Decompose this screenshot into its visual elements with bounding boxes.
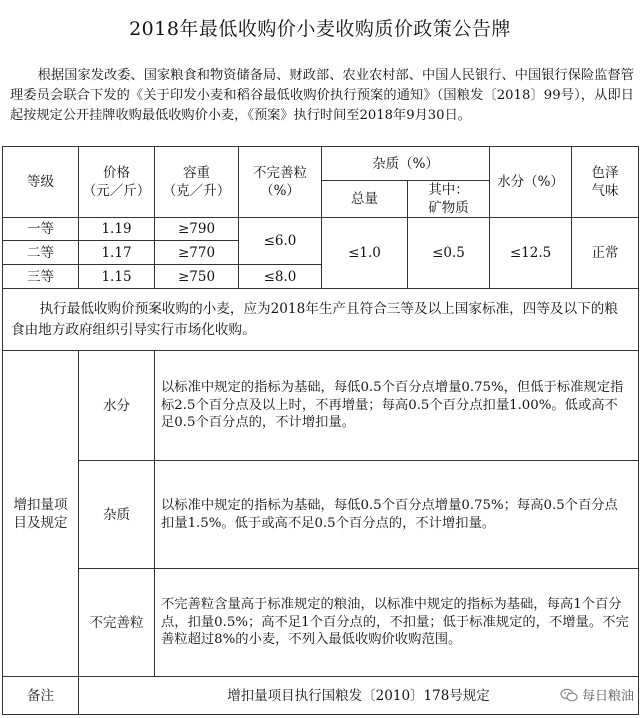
header-impurity: 杂质（%） xyxy=(322,147,490,181)
header-mineral: 其中： 矿物质 xyxy=(408,181,490,218)
grade-weight: ≥750 xyxy=(155,265,239,289)
grade-name: 二等 xyxy=(3,241,79,265)
header-weight: 容重 （克／升） xyxy=(155,147,239,218)
grade-price: 1.19 xyxy=(79,218,155,241)
grade-name: 三等 xyxy=(3,265,79,289)
grade-name: 一等 xyxy=(3,218,79,241)
imperfect-value-bottom: ≤8.0 xyxy=(239,265,322,289)
watermark-text: 每日粮油 xyxy=(581,689,634,704)
header-moisture: 水分（%） xyxy=(490,147,572,218)
watermark xyxy=(560,685,634,704)
rule-name: 不完善粒 xyxy=(79,569,155,677)
color-value: 正常 xyxy=(572,218,639,289)
remark-label: 备注 xyxy=(3,677,79,715)
header-color: 色泽 气味 xyxy=(572,147,639,218)
adjust-label: 增扣量项 目及规定 xyxy=(3,351,79,677)
rule-text: 以标准中规定的指标为基础，每低0.5个百分点增量0.75%；每高0.5个百分点扣量1.5%。低于或高不足0.5个百分点的，不计增扣量。 xyxy=(155,461,639,569)
grade-weight: ≥790 xyxy=(155,218,239,241)
impurity-total-value: ≤1.0 xyxy=(322,218,408,289)
grade-price: 1.15 xyxy=(79,265,155,289)
header-impurity-total: 总量 xyxy=(322,181,408,218)
grade-price: 1.17 xyxy=(79,241,155,265)
rule-name: 杂质 xyxy=(79,461,155,569)
header-grade: 等级 xyxy=(3,147,79,218)
page-title: 2018年最低收购价小麦收购质价政策公告牌 xyxy=(129,18,511,40)
rule-text: 不完善粒含量高于标准规定的粮油，以标准中规定的指标为基础，每高1个百分点，扣量0.5%；高不足1个百分点的，不扣量；低于标准规定的，不增量。不完善粒超过8%的小麦，不列入最低收购价收购范围。 xyxy=(155,569,639,677)
moisture-value: ≤12.5 xyxy=(490,218,572,289)
wechat-icon xyxy=(560,688,578,702)
remark-text: 增扣量项目执行国粮发〔2010〕178号规定 xyxy=(79,677,639,715)
rule-text: 以标准中规定的指标为基础，每低0.5个百分点增量0.75%，但低于标准规定指标2.5个百分点及以上时，不再增量；每高0.5个百分点扣量1.00%。低或高不足0.5个百分点的，不计增扣量。 xyxy=(155,351,639,461)
policy-table xyxy=(2,146,639,715)
header-price: 价格 （元／斤） xyxy=(79,147,155,218)
imperfect-value-top: ≤6.0 xyxy=(239,218,322,265)
notice-text: 执行最低收购价预案收购的小麦，应为2018年生产且符合三等及以上国家标准，四等及以下的粮食由地方政府组织引导实行市场化收购。 xyxy=(3,289,639,351)
intro-paragraph: 根据国家发改委、国家粮食和物资储备局、财政部、农业农村部、中国人民银行、中国银行保险监督管理委员会联合下发的《关于印发小麦和稻谷最低收购价执行预案的通知》（国粮发〔2018〕99号），从即日起按规定公开挂牌收购最低收购价小麦，《预案》执行时间至2018年9月30日。 xyxy=(10,68,634,123)
grade-weight: ≥770 xyxy=(155,241,239,265)
rule-name: 水分 xyxy=(79,351,155,461)
mineral-value: ≤0.5 xyxy=(408,218,490,289)
header-imperfect: 不完善粒 （%） xyxy=(239,147,322,218)
